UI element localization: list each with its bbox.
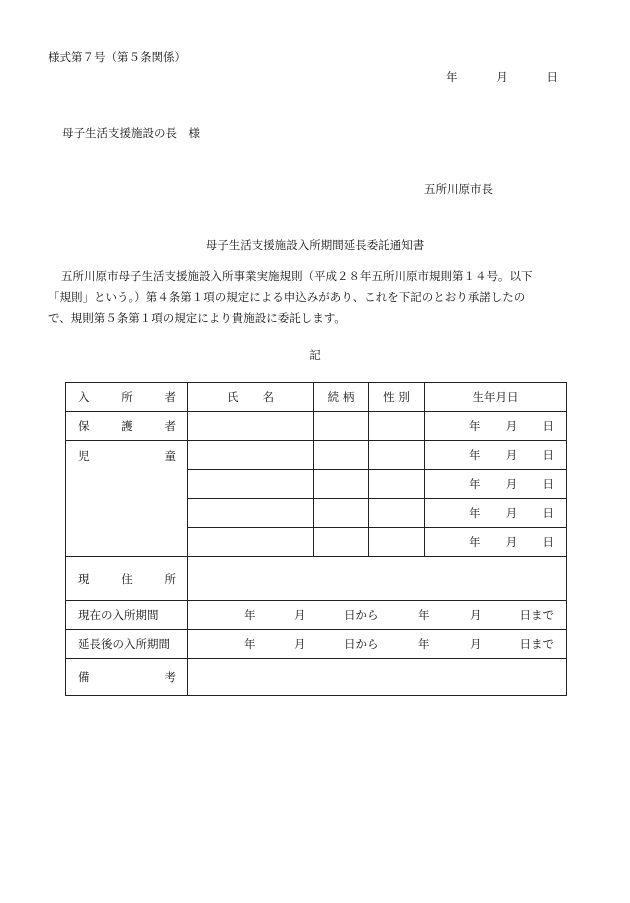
header-birthdate: 生年月日 bbox=[425, 383, 567, 412]
date-year-label: 年 bbox=[446, 70, 458, 84]
child-gender-cell[interactable] bbox=[369, 528, 425, 557]
table-row-current-period bbox=[66, 601, 567, 630]
table-row-extended-period bbox=[66, 630, 567, 659]
child-birthdate-cell[interactable]: 年 月 日 bbox=[425, 528, 567, 557]
guardian-gender-cell[interactable] bbox=[369, 412, 425, 441]
document-title: 母子生活支援施設入所期間延長委託通知書 bbox=[205, 238, 425, 252]
table-row-address bbox=[66, 557, 567, 601]
header-relation: 続 柄 bbox=[314, 383, 369, 412]
table-row-remarks bbox=[66, 659, 567, 696]
label-extended-period: 延長後の入所期間 bbox=[66, 630, 188, 659]
sender: 五所川原市長 bbox=[424, 182, 493, 196]
guardian-relation-cell[interactable] bbox=[314, 412, 369, 441]
label-entrant: 入 所 者 bbox=[66, 383, 188, 412]
child-name-cell[interactable] bbox=[188, 470, 314, 499]
body-line-1: 五所川原市母子生活支援施設入所事業実施規則（平成２８年五所川原市規則第１４号。以下 bbox=[61, 269, 533, 283]
child-birthdate-cell[interactable]: 年 月 日 bbox=[425, 441, 567, 470]
date-month-label: 月 bbox=[496, 70, 508, 84]
guardian-name-cell[interactable] bbox=[188, 412, 314, 441]
ki-heading: 記 bbox=[309, 348, 321, 362]
addressee: 母子生活支援施設の長 様 bbox=[62, 126, 200, 140]
body-text bbox=[48, 266, 583, 329]
label-child: 児 童 bbox=[66, 441, 188, 557]
child-gender-cell[interactable] bbox=[369, 499, 425, 528]
child-name-cell[interactable] bbox=[188, 528, 314, 557]
child-name-cell[interactable] bbox=[188, 441, 314, 470]
current-period-cell[interactable]: 年 月 日から 年 月 日まで bbox=[188, 601, 567, 630]
child-birthdate-cell[interactable]: 年 月 日 bbox=[425, 499, 567, 528]
header-gender: 性 別 bbox=[369, 383, 425, 412]
body-line-3: で、規則第５条第１項の規定により貴施設に委託します。 bbox=[48, 311, 346, 325]
child-name-cell[interactable] bbox=[188, 499, 314, 528]
child-relation-cell[interactable] bbox=[314, 528, 369, 557]
child-relation-cell[interactable] bbox=[314, 470, 369, 499]
table-row-header bbox=[66, 383, 567, 412]
label-current-period: 現在の入所期間 bbox=[66, 601, 188, 630]
header-name: 氏 名 bbox=[188, 383, 314, 412]
child-relation-cell[interactable] bbox=[314, 441, 369, 470]
label-remarks: 備 考 bbox=[66, 659, 188, 696]
child-gender-cell[interactable] bbox=[369, 470, 425, 499]
guardian-birthdate-cell[interactable]: 年 月 日 bbox=[425, 412, 567, 441]
issue-date bbox=[446, 69, 558, 85]
label-address: 現 住 所 bbox=[66, 557, 188, 601]
child-gender-cell[interactable] bbox=[369, 441, 425, 470]
table-row-guardian bbox=[66, 412, 567, 441]
body-line-2: 「規則」という。）第４条第１項の規定による申込みがあり、これを下記のとおり承諾したの bbox=[48, 290, 526, 304]
date-day-label: 日 bbox=[546, 70, 558, 84]
table-row-child-1 bbox=[66, 441, 567, 470]
child-relation-cell[interactable] bbox=[314, 499, 369, 528]
extended-period-cell[interactable]: 年 月 日から 年 月 日まで bbox=[188, 630, 567, 659]
address-cell[interactable] bbox=[188, 557, 567, 601]
label-guardian: 保 護 者 bbox=[66, 412, 188, 441]
details-table bbox=[65, 382, 567, 696]
remarks-cell[interactable] bbox=[188, 659, 567, 696]
child-birthdate-cell[interactable]: 年 月 日 bbox=[425, 470, 567, 499]
form-number: 様式第７号（第５条関係） bbox=[48, 50, 186, 64]
